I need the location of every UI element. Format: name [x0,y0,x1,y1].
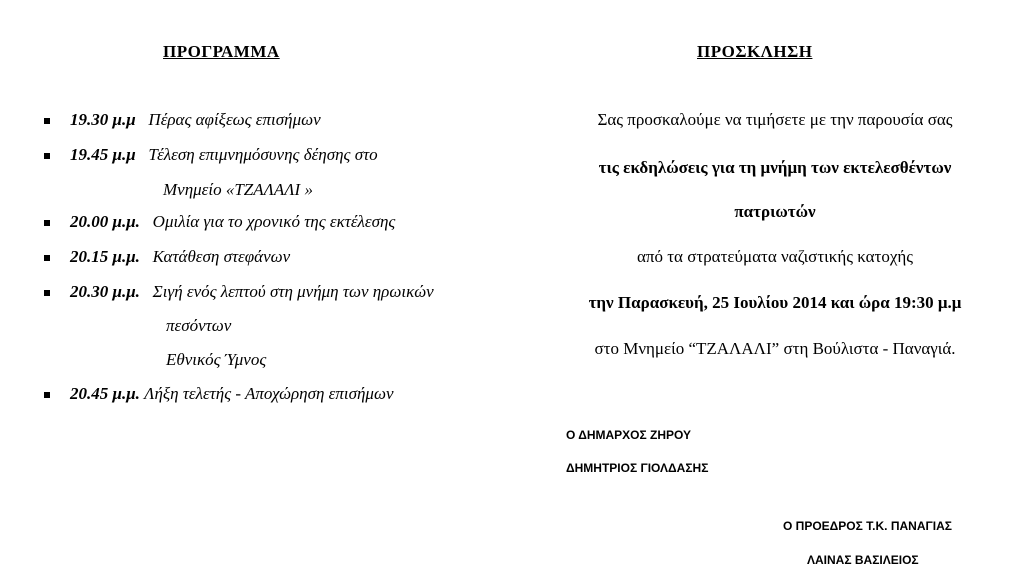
program-item [70,212,395,232]
program-item [70,110,321,130]
program-heading: ΠΡΟΓΡΑΜΜΑ [163,42,280,61]
program-item-desc: Ομιλία για το χρονικό της εκτέλεσης [152,212,396,231]
program-item-desc: Σιγή ενός λεπτού στη μνήμη των ηρωικών [152,282,434,301]
program-item-time: 20.45 μ.μ. [70,384,140,403]
bullet-icon [44,290,50,296]
bullet-icon [44,153,50,159]
program-item-continuation: Μνημείο «ΤΖΑΛΑΛΙ » [163,180,313,199]
bullet-icon [44,255,50,261]
program-item-desc: Πέρας αφίξεως επισήμων [148,110,321,129]
program-item-continuation: Εθνικός Ύμνος [166,350,267,369]
program-item-time: 19.45 μ.μ [70,145,136,164]
program-item-desc: Λήξη τελετής - Αποχώρηση επισήμων [144,384,394,403]
invitation-line: στο Μνημείο “ΤΖΑΛΑΛΙ” στη Βούλιστα - Παναγιά. [594,339,956,358]
program-item-continuation: πεσόντων [166,316,232,335]
invitation-line: την Παρασκευή, 25 Ιουλίου 2014 και ώρα 19:30 μ.μ [588,293,962,312]
invitation-line: Σας προσκαλούμε να τιμήσετε με την παρουσία σας [597,110,953,129]
program-item-time: 20.00 μ.μ. [70,212,140,231]
bullet-icon [44,220,50,226]
program-item [70,384,394,404]
program-item-time: 20.15 μ.μ. [70,247,140,266]
program-item-desc: Τέλεση επιμνημόσυνης δέησης στο [148,145,378,164]
program-item [70,282,434,302]
program-item-time: 19.30 μ.μ [70,110,136,129]
program-item [70,145,378,165]
president-title: Ο ΠΡΟΕΔΡΟΣ Τ.Κ. ΠΑΝΑΓΙΑΣ [783,519,952,533]
program-item-time: 20.30 μ.μ. [70,282,140,301]
bullet-icon [44,392,50,398]
invitation-heading: ΠΡΟΣΚΛΗΣΗ [697,42,813,61]
invitation-line: πατριωτών [734,202,816,221]
bullet-icon [44,118,50,124]
invitation-line: τις εκδηλώσεις για τη μνήμη των εκτελεσθέντων [598,158,952,177]
program-item [70,247,290,267]
mayor-name: ΔΗΜΗΤΡΙΟΣ ΓΙΟΛΔΑΣΗΣ [566,461,709,475]
program-item-desc: Κατάθεση στεφάνων [152,247,291,266]
mayor-title: Ο ΔΗΜΑΡΧΟΣ ΖΗΡΟΥ [566,428,692,442]
invitation-line: από τα στρατεύματα ναζιστικής κατοχής [636,247,914,266]
president-name: ΛΑΙΝΑΣ ΒΑΣΙΛΕΙΟΣ [807,553,919,567]
